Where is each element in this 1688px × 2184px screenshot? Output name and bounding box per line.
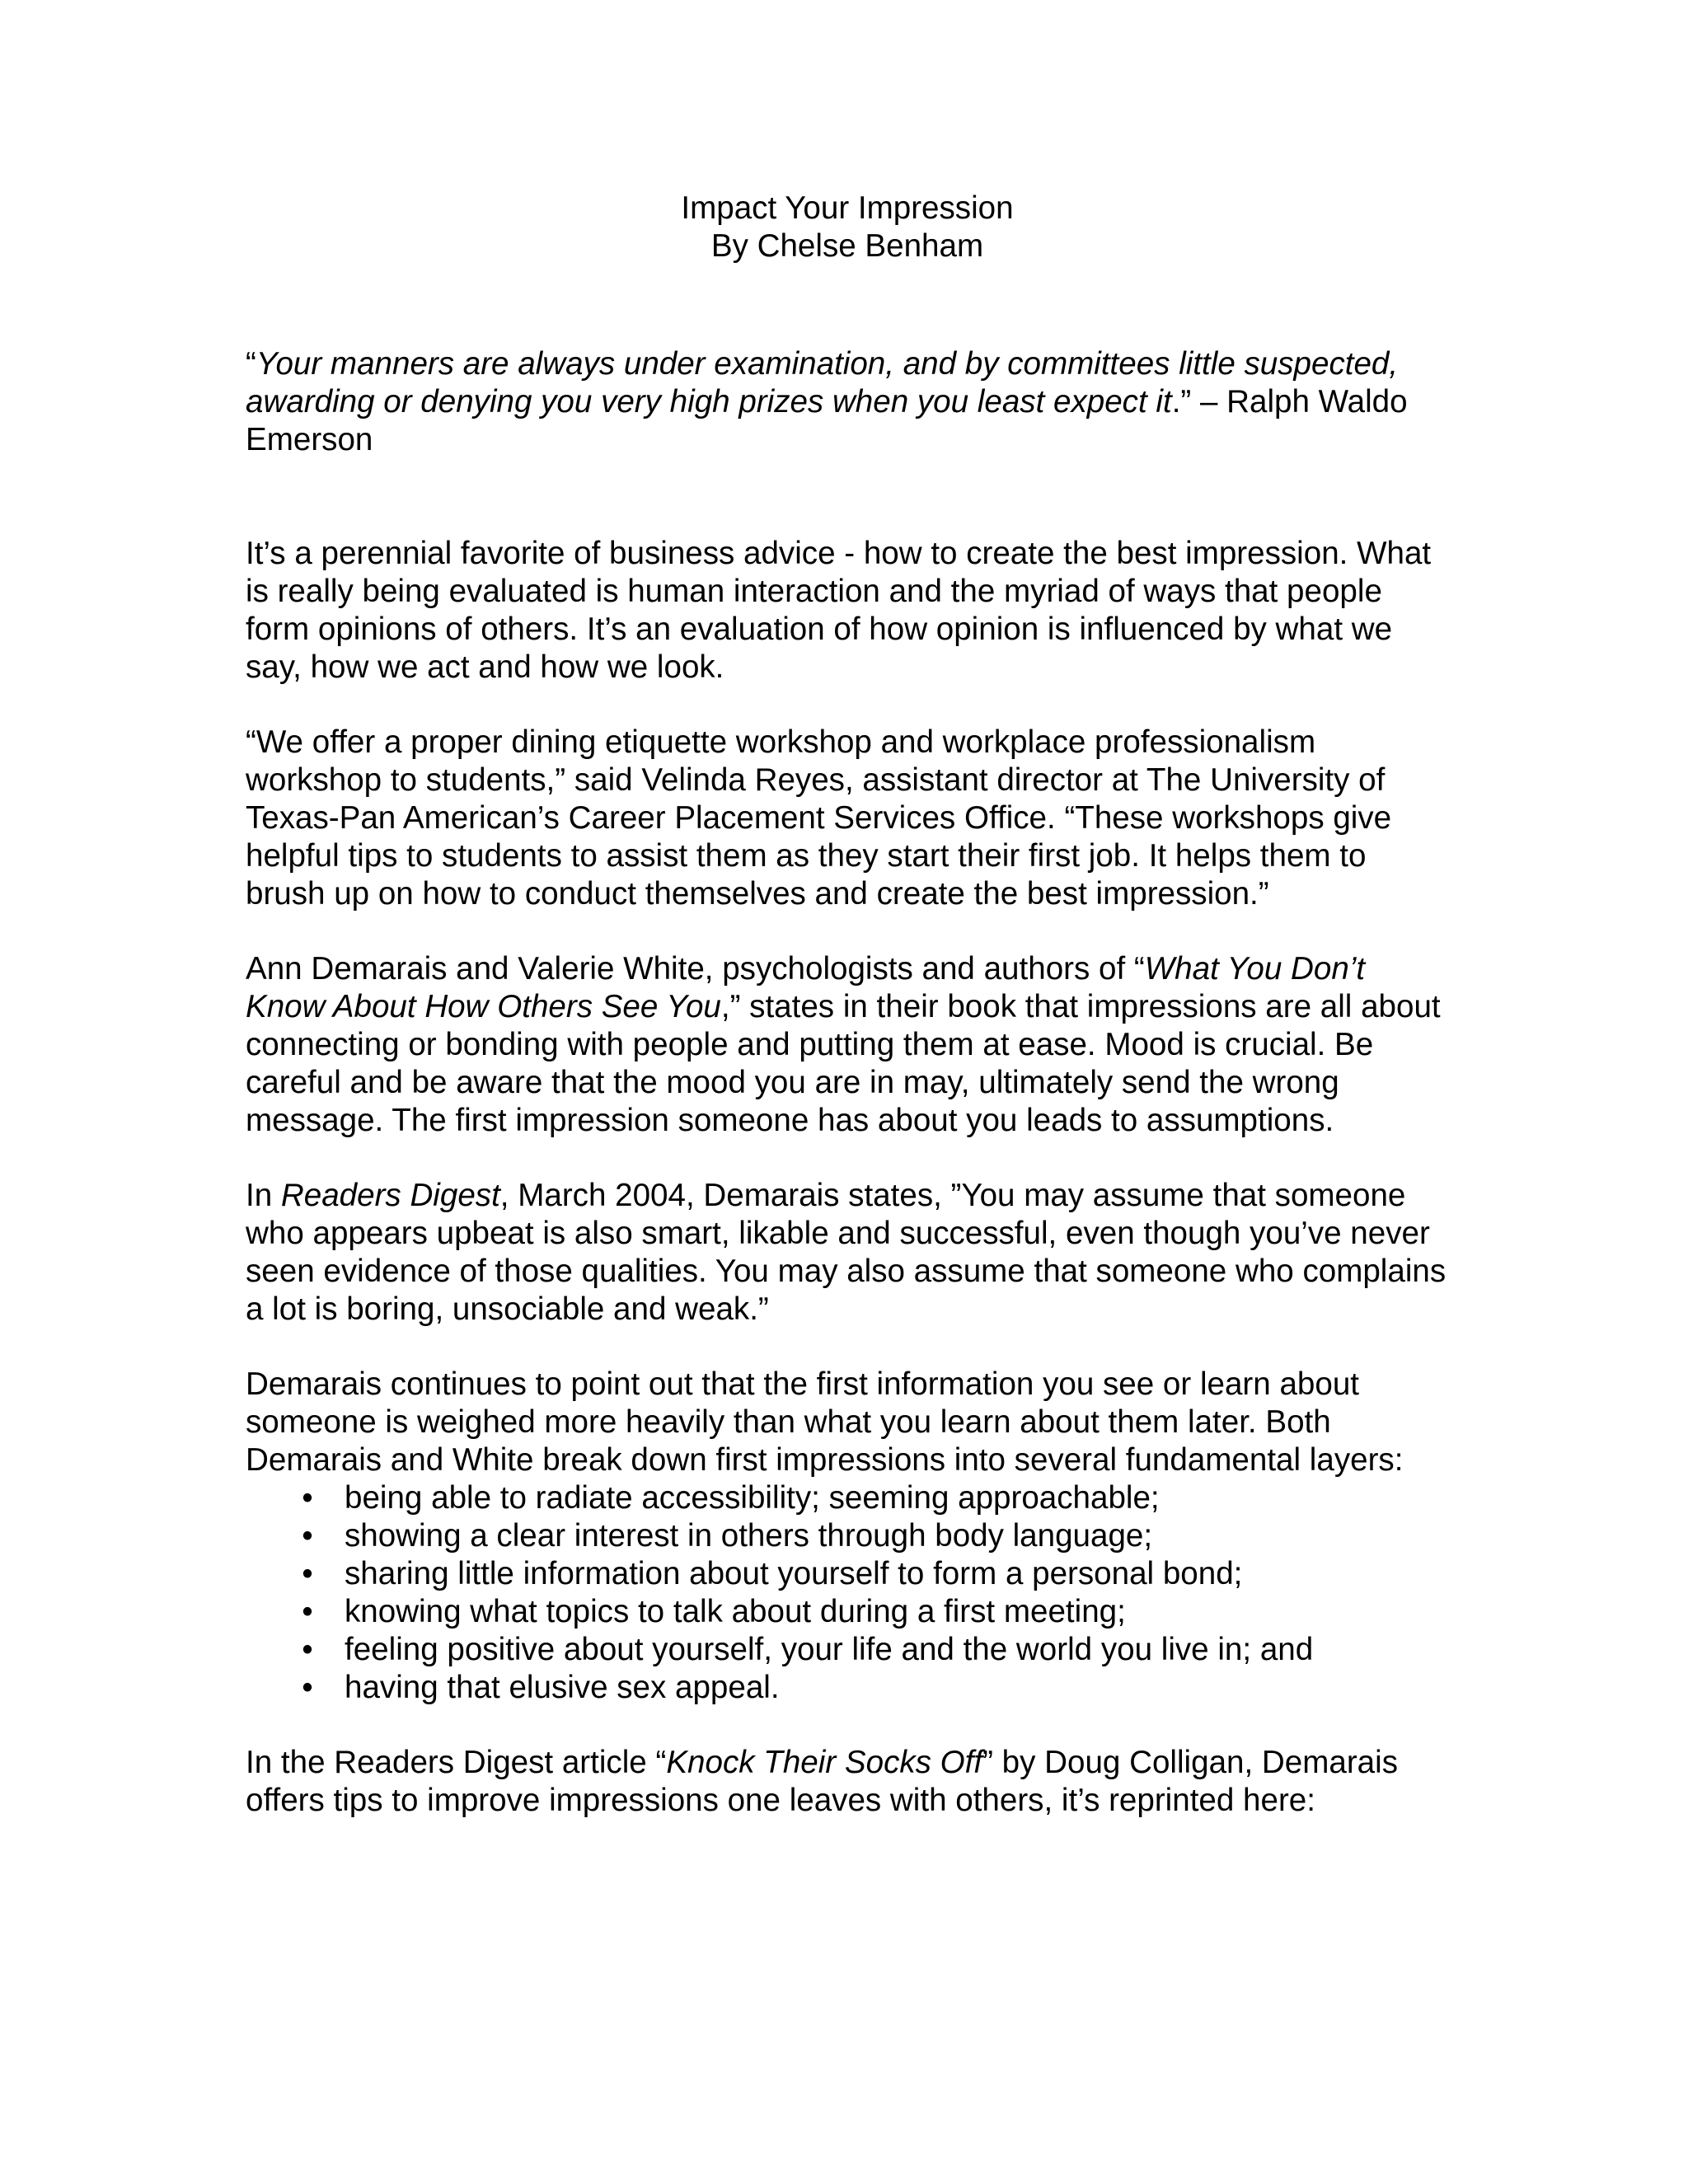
article-byline: By Chelse Benham — [710, 228, 984, 264]
publication-name: Readers Digest — [280, 1178, 500, 1213]
paragraph-tips-lead: In the Readers Digest article “ — [246, 1745, 667, 1780]
list-item-text: being able to radiate accessibility; seeming approachable; — [345, 1480, 1160, 1516]
list-item-text: feeling positive about yourself, your life and the world you live in; and — [345, 1632, 1314, 1667]
paragraph-layers-intro: Demarais continues to point out that the first information you see or learn about someone is weighed more heavily than what you learn about them later. Both Demarais and White break down first impressions into several fundamental layers: — [246, 1366, 1404, 1478]
paragraph-readers-digest-rest: , March 2004, Demarais states, ”You may assume that someone who appears upbeat is also smart, likable and successful, even though you’ve never seen evidence of those qualities. You may also assume that someone who complains a lot is boring, unsociable and weak.” — [246, 1178, 1447, 1327]
list-item — [246, 1555, 1449, 1593]
epigraph — [246, 345, 1449, 459]
paragraph-reyes-quote: “We offer a proper dining etiquette workshop and workplace professionalism workshop to students,” said Velinda Reyes, assistant director at The University of Texas-Pan American’s Career Placement Services Office. “These workshops give helpful tips to students to assist them as they start their first job. It helps them to brush up on how to conduct themselves and create the best impression.” — [246, 724, 1392, 912]
paragraph-readers-digest — [246, 1177, 1449, 1329]
paragraph-authors-lead: Ann Demarais and Valerie White, psychologists and authors of “ — [246, 951, 1145, 987]
list-item — [246, 1517, 1449, 1555]
paragraph-readers-digest-lead: In — [246, 1178, 281, 1213]
list-item — [246, 1479, 1449, 1517]
bullet-icon: • — [302, 1670, 313, 1705]
paragraph-tips-rest: ” by Doug Colligan, Demarais offers tips to improve impressions one leaves with others, it’s reprinted here: — [246, 1745, 1398, 1818]
book-title: What You Don’t Know About How Others See You — [246, 951, 1366, 1024]
paragraph-tips-intro — [246, 1744, 1449, 1820]
bullet-icon: • — [302, 1632, 313, 1667]
list-item — [246, 1631, 1449, 1669]
bullet-icon: • — [302, 1480, 313, 1516]
list-item-text: knowing what topics to talk about during a first meeting; — [345, 1594, 1126, 1629]
paragraph-authors-rest: ,” states in their book that impressions are all about connecting or bonding with people and putting them at ease. Mood is crucial. Be careful and be aware that the mood you are in may, ultimately send the wrong message. The first impression someone has about you leads to assumptions. — [246, 989, 1441, 1138]
list-item-text: having that elusive sex appeal. — [345, 1670, 780, 1705]
epigraph-quote: Your manners are always under examination, and by committees little suspected, awarding or denying you very high prizes when you least expect it — [246, 346, 1399, 419]
paragraph-authors — [246, 950, 1449, 1140]
list-item-text: showing a clear interest in others through body language; — [345, 1518, 1153, 1554]
list-item — [246, 1593, 1449, 1631]
layers-list — [246, 1479, 1449, 1707]
bullet-icon: • — [302, 1556, 313, 1591]
list-item — [246, 1669, 1449, 1707]
bullet-icon: • — [302, 1594, 313, 1629]
article-title: Impact Your Impression — [681, 190, 1014, 226]
epigraph-attribution: .” – Ralph Waldo Emerson — [246, 384, 1408, 457]
article-name: Knock Their Socks Off — [666, 1745, 983, 1780]
paragraph-intro: It’s a perennial favorite of business advice - how to create the best impression. What is really being evaluated is human interaction and the myriad of ways that people form opinions of others. It’s an evaluation of how opinion is influenced by what we say, how we act and how we look. — [246, 536, 1432, 685]
bullet-icon: • — [302, 1518, 313, 1554]
article-header — [246, 190, 1449, 265]
epigraph-open-quote: “ — [246, 346, 256, 382]
list-item-text: sharing little information about yourself to form a personal bond; — [345, 1556, 1243, 1591]
article — [246, 190, 1449, 1857]
